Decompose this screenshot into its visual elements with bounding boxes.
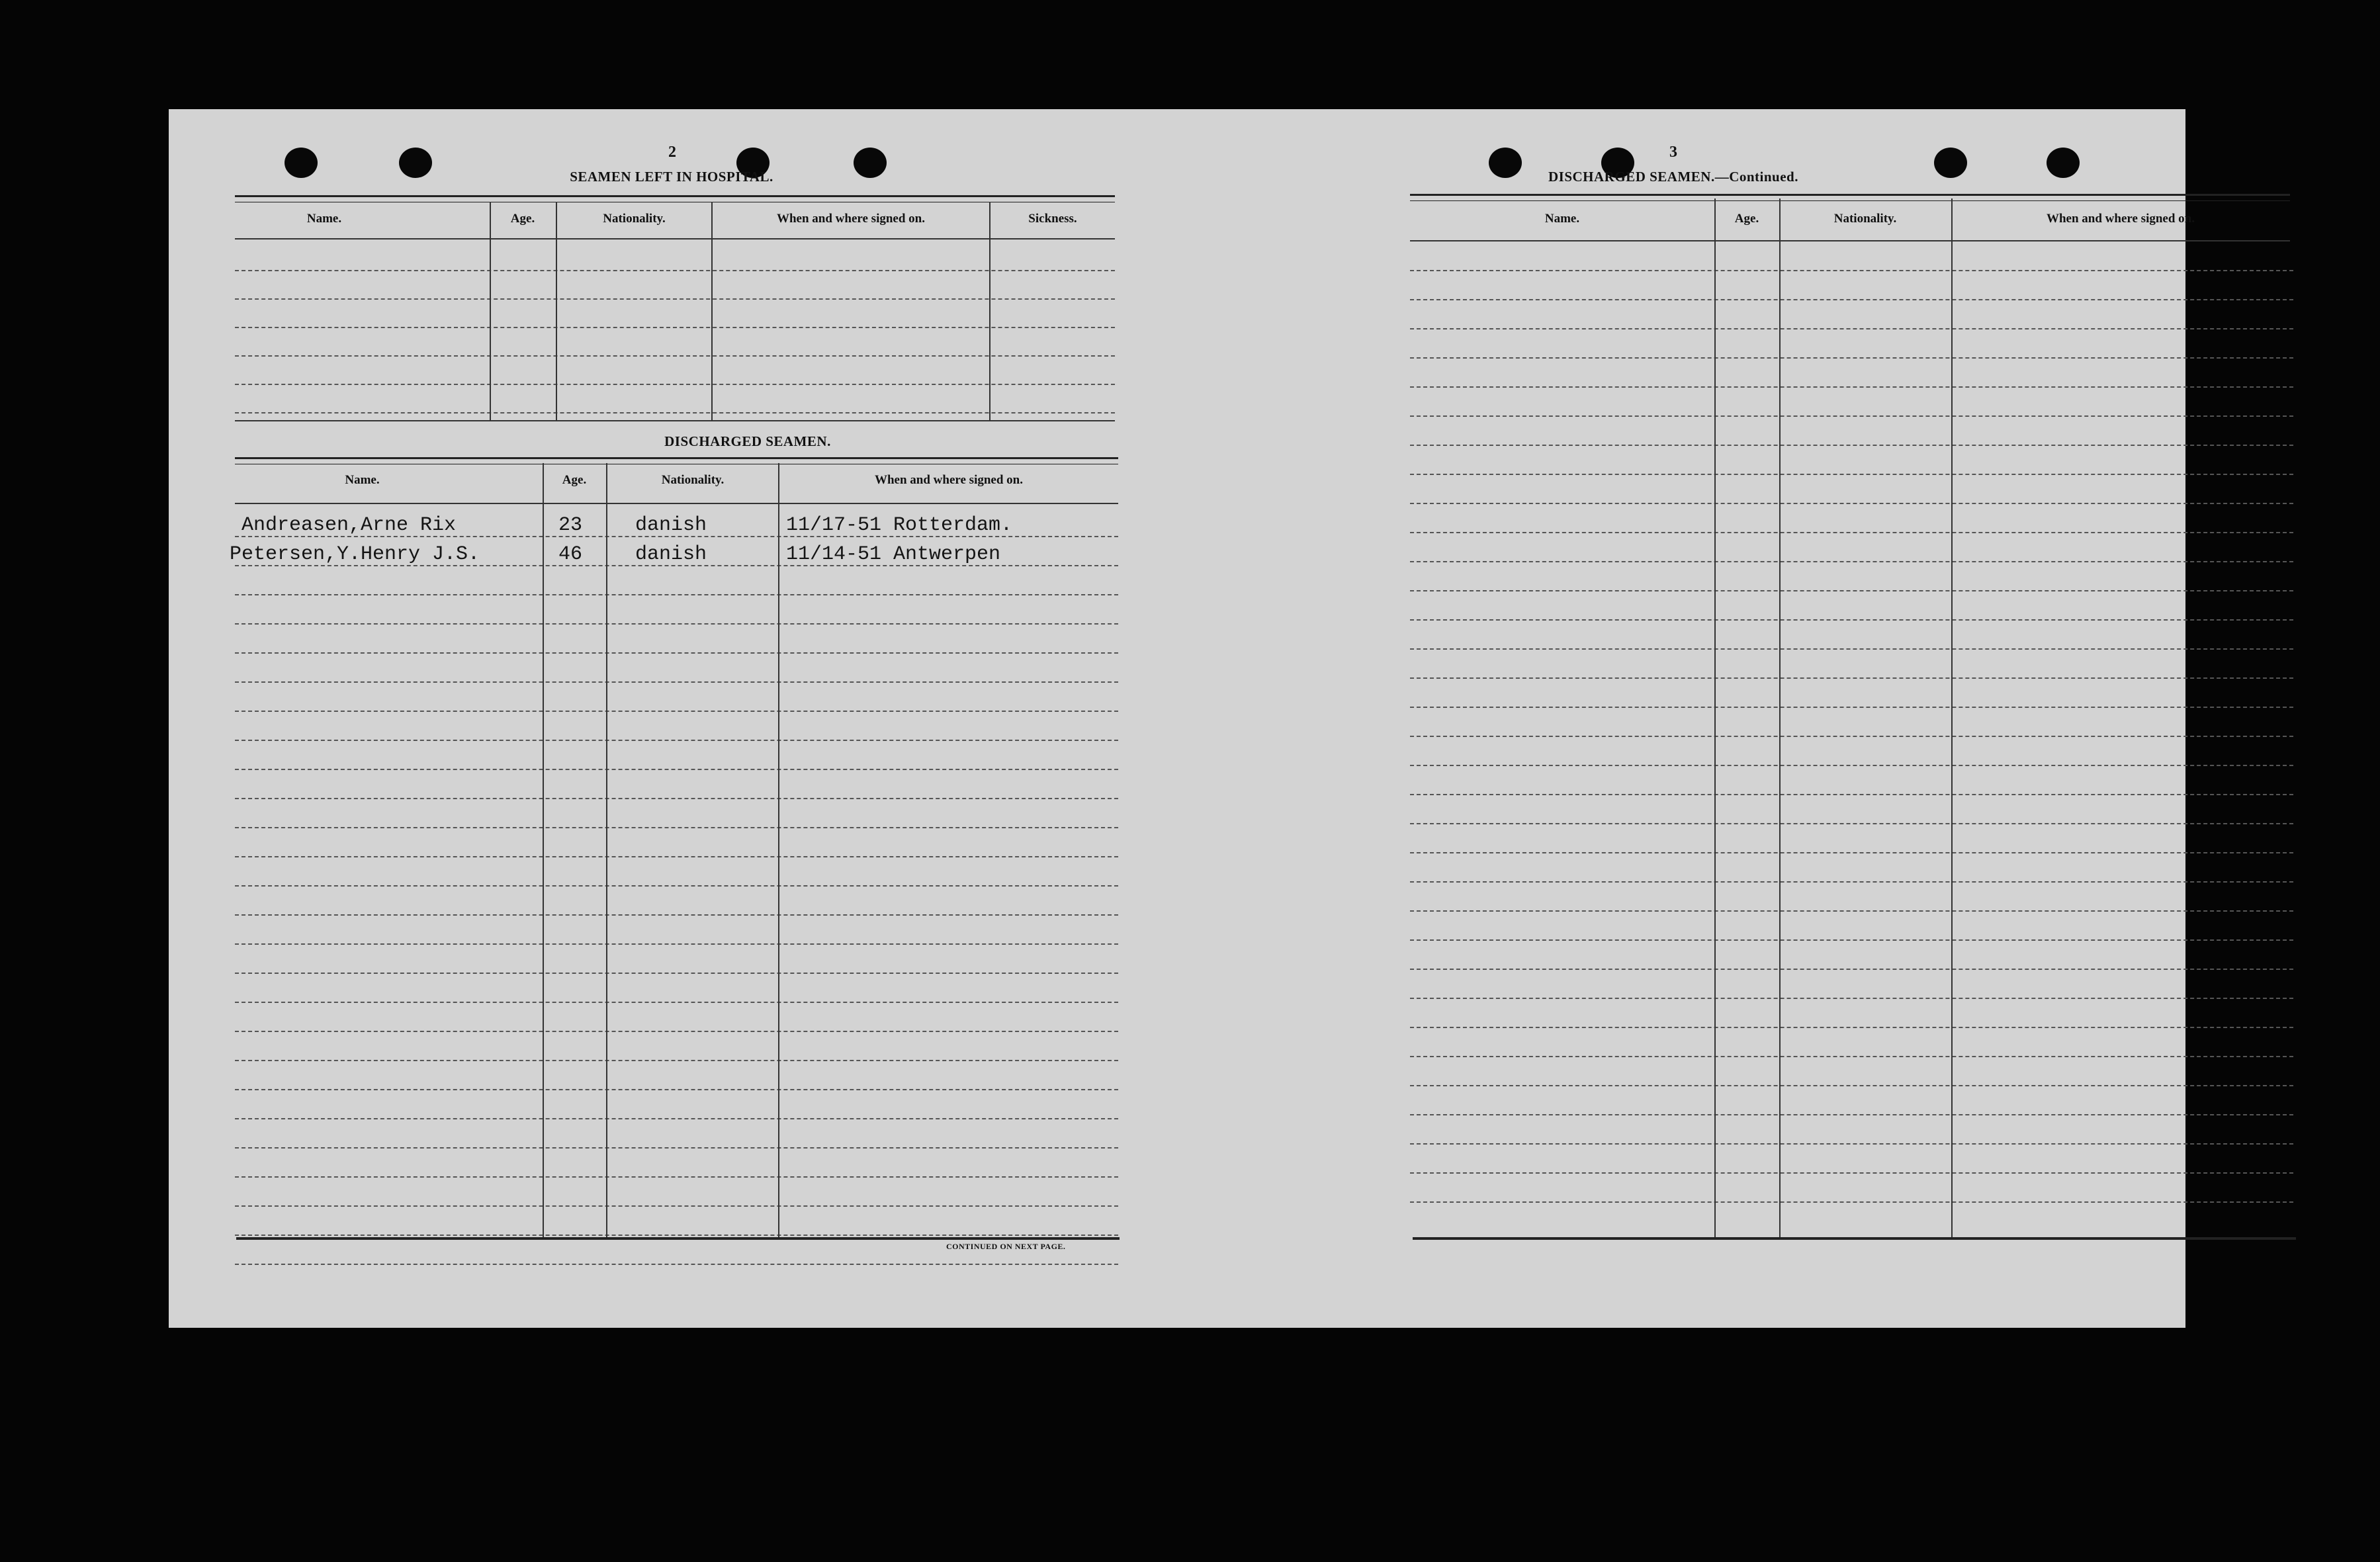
table-row: [1410, 561, 2293, 562]
col-age: Age.: [510, 212, 535, 226]
table-row: [1410, 969, 2293, 970]
table-row: [235, 1176, 1118, 1178]
table-row: [235, 1089, 1118, 1090]
table-row: [1410, 299, 2293, 300]
discharged-top-rule: [235, 457, 1118, 464]
entry-signed-on: 11/14-51 Antwerpen: [786, 543, 1001, 566]
table-row: [235, 1031, 1118, 1032]
table-row: [235, 973, 1118, 974]
col-nationality: Nationality.: [661, 473, 725, 487]
table-row: [1410, 707, 2293, 708]
col-name: Name.: [345, 473, 380, 487]
table-row: [1410, 765, 2293, 766]
continued-note: CONTINUED ON NEXT PAGE.: [946, 1242, 1066, 1251]
table-row: [1410, 328, 2293, 329]
table-row: [235, 1002, 1118, 1003]
table-row: [1410, 532, 2293, 533]
right-top-rule: [1410, 194, 2290, 201]
right-bottom-rule: [1413, 1237, 2296, 1240]
hospital-top-rule: [235, 195, 1115, 202]
col-signed-on: When and where signed on.: [776, 212, 925, 226]
table-row: [235, 740, 1118, 741]
table-row: [235, 1205, 1118, 1207]
table-row: [1410, 386, 2293, 388]
table-row: [235, 827, 1118, 828]
table-row: [1410, 823, 2293, 824]
table-row: [235, 885, 1118, 887]
table-row: [235, 769, 1118, 770]
column-divider: [543, 463, 544, 1237]
col-signed-on: When and where signed on.: [2046, 212, 2195, 226]
table-row: [1410, 998, 2293, 999]
entry-age: 23: [558, 514, 583, 537]
table-row: [1410, 357, 2293, 359]
table-row: [1410, 1143, 2293, 1145]
table-row: [235, 623, 1118, 625]
hospital-bottom-rule: [235, 420, 1115, 421]
column-divider: [989, 202, 991, 420]
table-row: [235, 798, 1118, 799]
table-row: [1410, 1172, 2293, 1174]
table-row: [235, 856, 1118, 857]
right-page: [1177, 109, 2195, 1328]
discharged-section-title: DISCHARGED SEAMEN.: [664, 433, 831, 449]
table-row: [235, 1060, 1118, 1061]
document-sheet: [169, 109, 2195, 1328]
table-row: [1410, 415, 2293, 417]
right-header-rule: [1410, 240, 2290, 241]
table-row: [1410, 619, 2293, 621]
discharged-continued-title: DISCHARGED SEAMEN.—Continued.: [1548, 169, 1798, 185]
table-row: [1410, 1056, 2293, 1057]
table-row: [235, 681, 1118, 683]
table-row: [1410, 270, 2293, 271]
col-name: Name.: [306, 212, 342, 226]
table-row: [1410, 677, 2293, 679]
table-row: [1410, 445, 2293, 446]
column-divider: [490, 202, 491, 420]
table-row: [1410, 852, 2293, 853]
table-row: [235, 270, 1115, 271]
table-row: [235, 1235, 1118, 1236]
table-row: [1410, 1114, 2293, 1115]
col-nationality: Nationality.: [603, 212, 666, 226]
table-row: [1410, 736, 2293, 737]
col-age: Age.: [1734, 212, 1759, 226]
left-page: [169, 109, 1177, 1328]
page-number: 3: [1669, 144, 1677, 161]
left-bottom-rule: [236, 1237, 1120, 1240]
column-divider: [778, 463, 779, 1237]
entry-nationality: danish: [635, 514, 707, 537]
column-divider: [556, 202, 557, 420]
entry-name: Petersen,Y.Henry J.S.: [230, 543, 480, 566]
col-nationality: Nationality.: [1833, 212, 1897, 226]
entry-signed-on: 11/17-51 Rotterdam.: [786, 514, 1013, 537]
table-row: [235, 711, 1118, 712]
table-row: [235, 355, 1115, 357]
column-divider: [1951, 198, 1953, 1237]
column-divider: [1779, 198, 1781, 1237]
page-number: 2: [668, 144, 676, 161]
table-row: [1410, 910, 2293, 912]
table-row: [235, 594, 1118, 595]
col-sickness: Sickness.: [1028, 212, 1077, 226]
entry-nationality: danish: [635, 543, 707, 566]
table-row: [235, 1264, 1118, 1265]
table-row: [1410, 939, 2293, 941]
hospital-section-title: SEAMEN LEFT IN HOSPITAL.: [570, 169, 773, 185]
column-divider: [711, 202, 713, 420]
table-row: [235, 943, 1118, 945]
table-row: [1410, 881, 2293, 883]
col-name: Name.: [1544, 212, 1580, 226]
column-divider: [606, 463, 607, 1237]
table-row: [235, 652, 1118, 654]
entry-name: Andreasen,Arne Rix: [242, 514, 457, 537]
table-row: [235, 384, 1115, 385]
table-row: [1410, 1027, 2293, 1028]
table-row: [235, 298, 1115, 300]
table-row: [1410, 474, 2293, 475]
table-row: [1410, 648, 2293, 650]
col-signed-on: When and where signed on.: [874, 473, 1023, 487]
table-row: [235, 1118, 1118, 1119]
table-row: [1410, 1201, 2293, 1203]
table-row: [235, 1147, 1118, 1149]
table-row: [1410, 794, 2293, 795]
table-row: [1410, 590, 2293, 591]
hospital-header-rule: [235, 238, 1115, 239]
column-divider: [1714, 198, 1716, 1237]
table-row: [1410, 503, 2293, 504]
col-age: Age.: [562, 473, 587, 487]
table-row: [235, 914, 1118, 916]
entry-age: 46: [558, 543, 583, 566]
table-row: [235, 412, 1115, 413]
table-row: [235, 327, 1115, 328]
discharged-header-rule: [235, 503, 1118, 504]
table-row: [1410, 1085, 2293, 1086]
